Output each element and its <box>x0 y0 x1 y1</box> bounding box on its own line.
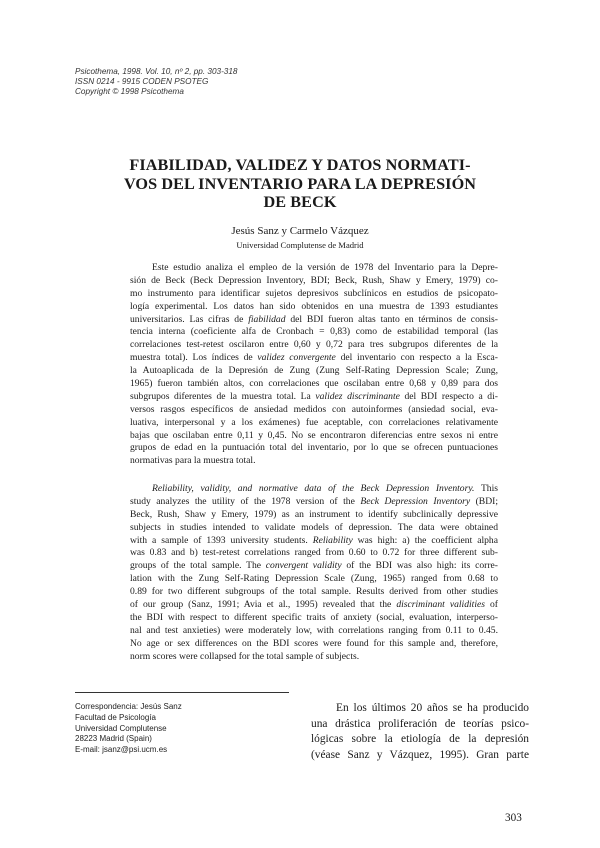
abstract-en-line: subjects in studies intended to validate models of depression. The data were obtained <box>130 521 498 533</box>
abstract-es-line: universitarios. Las cifras de fiabilidad del BDI fueron altas tanto en términos de consis- <box>130 313 498 325</box>
abstract-en-line: with a sample of 1393 university students. Reliability was high: a) the coefficient alpha <box>130 534 498 546</box>
abstract-english <box>130 483 498 663</box>
abstract-es-line: normativas para la muestra total. <box>130 455 256 467</box>
abstract-es-line: correlaciones test-retest oscilaron entre 0,60 y 0,72 para tres subgrupos diferentes de la <box>130 339 498 351</box>
body-text-column <box>311 701 529 763</box>
abstract-es-line: bajas que oscilaban entre 0,11 y 0,45. No se encontraron diferencias entre sexos ni entre <box>130 429 498 441</box>
page-number: 303 <box>505 812 522 824</box>
abstract-es-line: versos rasgos específicos de ansiedad medidos con autoinformes (ansiedad social, eva- <box>130 403 498 415</box>
abstract-es-line: subgrupos diferentes de la muestra total. La validez discriminante del BDI respecto a di- <box>130 390 498 402</box>
abstract-es-line: sión de Beck (Beck Depression Inventory, BDI; Beck, Rush, Shaw y Emery, 1979) co- <box>130 274 498 286</box>
abstract-en-line: Reliability, validity, and normative data of the Beck Depression Inventory. This <box>152 483 499 494</box>
abstract-en-line: was 0.83 and b) test-retest correlations ranged from 0.60 to 0.72 for three different sub- <box>130 547 498 559</box>
abstract-en-line: nal and test anxieties) were moderately low, with correlations ranging from 0.11 to 0.45. <box>130 624 498 636</box>
abstract-en-line: norm scores were collapsed for the total sample of subjects. <box>130 650 360 662</box>
body-line: lógicas sobre la etiología de la depresión <box>311 733 529 746</box>
journal-copyright-line: Copyright © 1998 Psicothema <box>75 87 184 96</box>
body-line: una drástica proliferación de teorías psico- <box>311 717 529 730</box>
abstract-es-line: grupos de edad en la puntuación total del inventario, por lo que se ofrecen puntuaciones <box>130 442 498 454</box>
journal-issn-line: ISSN 0214 - 9915 CODEN PSOTEG <box>75 77 209 86</box>
body-line: En los últimos 20 años se ha producido <box>336 702 529 714</box>
abstract-es-line: mo instrumento para identificar sujetos depresivos subclínicos en estudios de psicopato- <box>130 287 498 299</box>
abstract-es-line: tencia interna (coeficiente alfa de Cronbach = 0,83) como de estabilidad temporal (las <box>130 326 498 338</box>
title-line-1: FIABILIDAD, VALIDEZ Y DATOS NORMATI- <box>129 156 471 174</box>
affiliation: Universidad Complutense de Madrid <box>236 240 364 250</box>
footnote-divider <box>75 692 289 693</box>
title-line-2: VOS DEL INVENTARIO PARA LA DEPRESIÓN <box>123 174 477 193</box>
abstract-en-line: groups of the total sample. The convergent validity of the BDI was also high: its corre- <box>130 560 498 572</box>
article-title <box>95 156 505 212</box>
abstract-es-line: luativa, interpersonal y a los exámenes) fue aceptable, con correlaciones relativamente <box>130 416 498 428</box>
correspondence-line: Correspondencia: Jesús Sanz <box>75 702 182 711</box>
abstract-en-line: of our group (Sanz, 1991; Avia et al., 1995) revealed that the discriminant validities of <box>130 599 498 611</box>
title-line-3: DE BECK <box>263 193 337 211</box>
correspondence-line: Universidad Complutense <box>75 723 167 733</box>
correspondence-line: Facultad de Psicología <box>75 712 156 722</box>
abstract-en-line: the BDI with respect to different specific traits of anxiety (social, evaluation, interperso- <box>130 611 498 623</box>
abstract-es-line: 1965) fueron también altos, con correlaciones que oscilaban entre 0,68 y 0,89 para dos <box>130 378 498 390</box>
correspondence-line: 28223 Madrid (Spain) <box>75 734 152 744</box>
abstract-es-line: la Autoaplicada de la Depresión de Zung (Zung Self-Rating Depression Scale; Zung, <box>130 365 498 377</box>
abstract-spanish <box>130 262 498 468</box>
abstract-en-line: 0.89 for two different subgroups of the total sample. Results derived from other studies <box>130 586 498 598</box>
correspondence-email: E-mail: jsanz@psi.ucm.es <box>75 745 168 755</box>
authors: Jesús Sanz y Carmelo Vázquez <box>231 225 369 237</box>
abstract-en-line: lation with the Zung Self-Rating Depression Scale (Zung, 1965) ranged from 0.68 to <box>130 573 498 585</box>
abstract-en-line: Beck, Rush, Shaw y Emery, 1979) as an instrument to identify subclinically depressive <box>130 508 498 520</box>
abstract-en-line: No age or sex differences on the BDI scores were found for this sample and, therefore, <box>130 637 498 649</box>
abstract-es-line: muestra total). Los índices de validez convergente del inventario con respecto a la Esca- <box>130 352 498 364</box>
abstract-es-line: logía experimental. Los datos han sido obtenidos en una muestra de 1393 estudiantes <box>130 300 498 312</box>
abstract-en-line: study analyzes the utility of the 1978 version of the Beck Depression Inventory (BDI; <box>130 495 498 507</box>
journal-citation <box>75 67 237 97</box>
correspondence-footnote <box>75 702 182 756</box>
body-line: (véase Sanz y Vázquez, 1995). Gran parte <box>311 748 529 761</box>
abstract-es-line: Este estudio analiza el empleo de la versión de 1978 del Inventario para la Depre- <box>152 262 498 273</box>
journal-volume-line: Psicothema, 1998. Vol. 10, nº 2, pp. 303-318 <box>75 67 238 76</box>
